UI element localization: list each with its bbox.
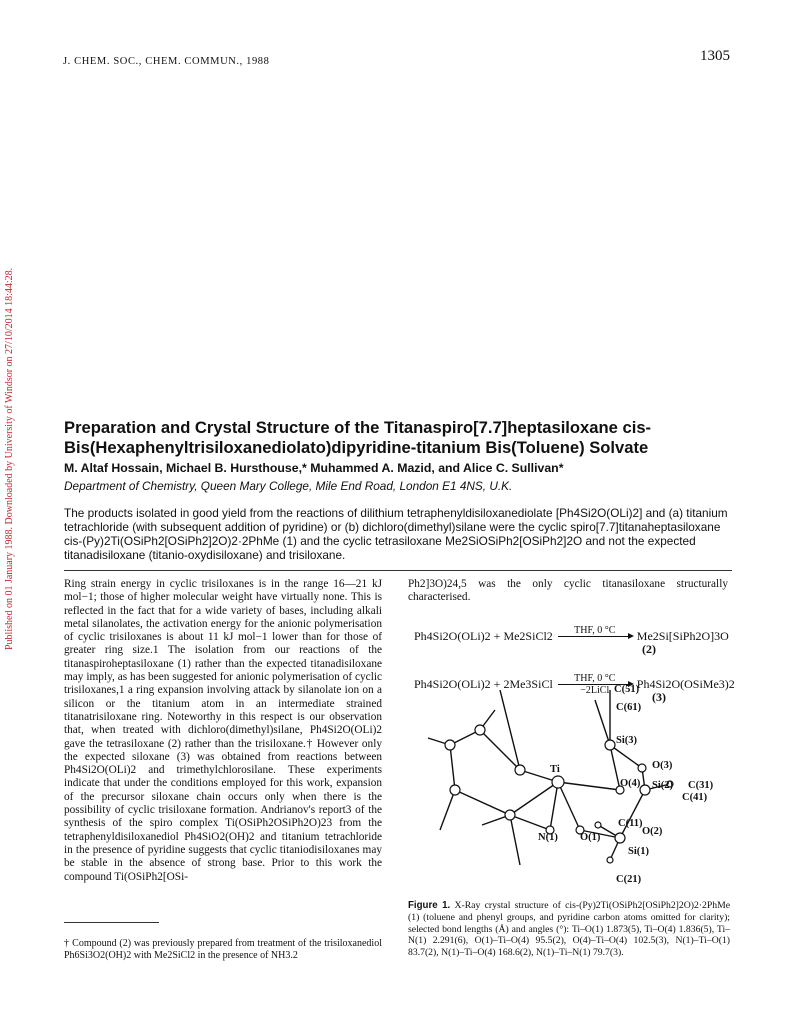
body-column-right: Ph2]3O)24,5 was the only cyclic titanasiloxane structurally characterised. (408, 578, 728, 604)
body-column-left: Ring strain energy in cyclic trisiloxanes is in the range 16—21 kJ mol−1; those of higher molecular weight have virtually none. This is reflected in the fact that for a wide variety of bases, including alkali metal silanolates, the activation energy for the anionic polymerisation of cyclic trisiloxanes is about 11 kJ mol−1 lower than for those of greater ring size.1 The isolation from our reactions of the titanaspiroheptasiloxane (1) rather than the expected titanadisiloxane may imply, as has been suggested for anionic polymerisation of cyclic trisiloxanes,1 a ring expansion involving attack by silanolate ion on a silicon or the titanium atom in an intermediate strained titanatrisiloxane ring. Noteworthy in this respect is our observation that, when treated with dichloro(dimethyl)silane, Ph4Si2O(OLi)2 gave the tetrasiloxane (2) rather than the trisiloxane.† However only the expected siloxane (3) was obtained from reactions between Ph4Si2O(OLi)2 and trimethylchlorosilane. These experiments indicate that under the conditions employed for this work, expansion of the precursor siloxane chain occurs only when there is the possibility of cyclic trisiloxane formation. Andrianov's report3 of the synthesis of the spiro complex Ti(OSiPh2OSiPh2O)23 from the tetraphenyldisiloxanediol Ph4SiO2(OH)2 and titanium tetrachloride in the presence of pyridine suggests that cyclic titaniodisiloxanes may be stable in the absence of strong base. Prior to this work the compound Ti(OSiPh2[OSi- (64, 578, 382, 883)
journal-header: J. CHEM. SOC., CHEM. COMMUN., 1988 (63, 56, 270, 67)
figure-caption (408, 900, 730, 959)
atom-label-c21: C(21) (616, 874, 642, 885)
abstract: The products isolated in good yield from the reactions of dilithium tetraphenyldisiloxanediolate [Ph4Si2O(OLi)2] and (a) titanium tetrachloride (with subsequent addition of pyridine) or (b) dichloro(dimethyl)silane were the cyclic spiro[7.7]titanaheptasiloxane cis-(Py)2Ti(OSiPh2[OSiPh2]2O)2·2PhMe (1) and the cyclic tetrasiloxane Me2SiOSiPh2[OSiPh2]2O and not the expected titanadisiloxane (titanio-oxydisiloxane) and trisiloxane. (64, 506, 728, 562)
crystal-structure-drawing (420, 690, 730, 890)
atom-label-ti: Ti (550, 764, 560, 775)
affiliation: Department of Chemistry, Queen Mary College, Mile End Road, London E1 4NS, U.K. (64, 479, 513, 493)
equation-1 (414, 625, 729, 656)
crystal-structure-figure (420, 684, 730, 890)
author-list: M. Altaf Hossain, Michael B. Hursthouse,* Muhammed A. Mazid, and Alice C. Sullivan* (64, 461, 564, 475)
footnote: † Compound (2) was previously prepared from treatment of the trisiloxanediol Ph6Si3O2(OH)2 with Me2SiCl2 in the presence of NH3.2 (64, 938, 382, 961)
atom-label-si2: Si(2) (652, 780, 673, 791)
eq1-label: (2) (642, 642, 656, 656)
abstract-divider (64, 570, 732, 571)
atom-label-o2: O(2) (642, 826, 663, 837)
atom-label-c61: C(61) (616, 702, 642, 713)
atom-label-o4: O(4) (620, 778, 641, 789)
eq2-reactants: Ph4Si2O(OLi)2 + 2Me3SiCl (414, 676, 553, 691)
article-title: Preparation and Crystal Structure of the Titanaspiro[7.7]heptasiloxane cis-Bis(Hexaphenyltrisiloxanediolato)dipyridine-titanium Bis(Toluene) Solvate (64, 418, 652, 457)
footnote-divider (64, 922, 159, 923)
atom-label-c31: C(31) (688, 780, 714, 791)
atom-label-o3: O(3) (652, 760, 673, 771)
atom-label-si3: Si(3) (616, 735, 637, 746)
page-number: 1305 (700, 48, 730, 64)
atom-label-si1: Si(1) (628, 846, 649, 857)
eq2-condition: THF, 0 °C (574, 673, 616, 684)
atom-label-c51: C(51) (614, 684, 640, 695)
eq1-condition: THF, 0 °C (574, 625, 616, 636)
eq2-label: (3) (652, 690, 666, 704)
download-watermark: Published on 01 January 1988. Downloaded by University of Windsor on 27/10/2014 18:44:28. (4, 267, 15, 650)
eq1-reactants: Ph4Si2O(OLi)2 + Me2SiCl2 (414, 628, 553, 643)
eq2-product: Ph4Si2O(OSiMe3)2 (636, 676, 735, 691)
figure-caption-text: X-Ray crystal structure of cis-(Py)2Ti(OSiPh2[OSiPh2]2O)2·2PhMe (1) (toluene and phenyl groups, and pyridine carbon atoms omitted for clarity); selected bond lengths (Å) and angles (°): Ti–O(1) 1.873(5), Ti–O(4) 1.836(5), Ti–N(1) 2.291(6), O(1)–Ti–O(4) 95.5(2), O(4)–Ti–O(4) 102.5(3), N(1)–Ti–O(1) 83.7(2), N(1)–Ti–O(4) 168.6(2), N(1)–Ti–N(1) 79.7(3). (408, 900, 731, 959)
atom-label-o1: O(1) (580, 832, 601, 843)
atom-label-n1: N(1) (538, 832, 558, 843)
atom-label-c41: C(41) (682, 792, 708, 803)
eq2-byproduct: −2LiCl (580, 685, 610, 696)
reaction-arrow (556, 625, 634, 649)
figure-caption-label: Figure 1. (408, 900, 451, 911)
atom-label-c11: C(11) (618, 818, 643, 829)
eq1-product: Me2Si[SiPh2O]3O (636, 628, 729, 643)
